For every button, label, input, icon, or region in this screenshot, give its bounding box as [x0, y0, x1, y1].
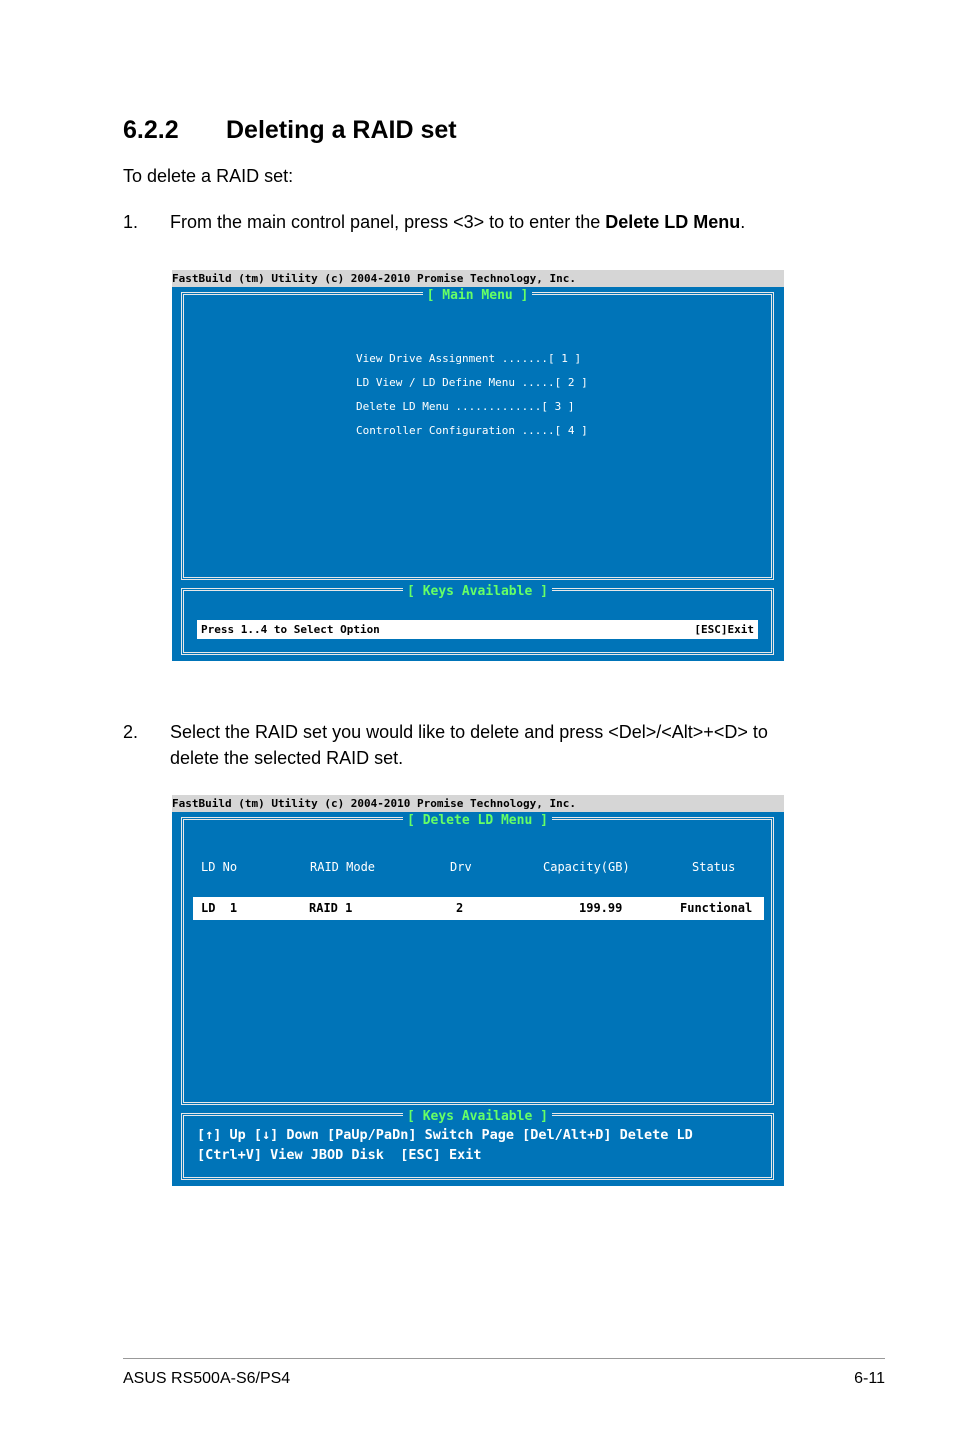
section-title: Deleting a RAID set [226, 116, 457, 144]
menu-item-ld-view[interactable]: LD View / LD Define Menu .....[ 2 ] [356, 376, 588, 389]
row-raid-mode: RAID 1 [309, 901, 353, 915]
main-menu-title: [ Main Menu ] [423, 288, 533, 303]
keys-panel [181, 1109, 774, 1180]
footer-product: ASUS RS500A-S6/PS4 [123, 1370, 291, 1387]
keys-line-2: [Ctrl+V] View JBOD Disk [ESC] Exit [197, 1147, 482, 1163]
col-status: Status [692, 860, 736, 874]
step-1-text [170, 209, 850, 235]
menu-item-controller-config[interactable]: Controller Configuration .....[ 4 ] [356, 424, 588, 437]
delete-ld-title: [ Delete LD Menu ] [403, 813, 552, 828]
row-drv: 2 [456, 901, 464, 915]
row-status: Functional [680, 901, 753, 915]
footer-rule [123, 1358, 885, 1359]
esc-exit-key[interactable]: [ESC]Exit [694, 623, 754, 636]
menu-item-view-drive-assignment[interactable]: View Drive Assignment .......[ 1 ] [356, 352, 582, 365]
step-2-text [170, 719, 850, 771]
step-1-text-bold: Delete LD Menu [605, 212, 741, 232]
selected-ld-row[interactable] [193, 897, 764, 920]
keys-panel [181, 584, 774, 655]
step-2-number: 2. [123, 722, 139, 742]
step-1-text-post: . [740, 212, 746, 232]
footer-page-number: 6-11 [854, 1370, 885, 1387]
bios-screen-delete-ld [172, 795, 784, 1186]
delete-ld-panel [181, 813, 774, 1105]
keys-title: [ Keys Available ] [403, 1109, 552, 1124]
intro-text: To delete a RAID set: [123, 166, 294, 186]
step-2-line1: Select the RAID set you would like to delete and press <Del>/<Alt>+<D> to [170, 722, 768, 742]
bios-header: FastBuild (tm) Utility (c) 2004-2010 Promise Technology, Inc. [172, 795, 784, 812]
menu-item-delete-ld[interactable]: Delete LD Menu .............[ 3 ] [356, 400, 575, 413]
status-bar [197, 620, 758, 639]
col-capacity: Capacity(GB) [543, 860, 630, 874]
keys-line-1: [↑] Up [↓] Down [PaUp/PaDn] Switch Page [Del/Alt+D] Delete LD [197, 1127, 693, 1143]
col-ld-no: LD No [201, 860, 238, 874]
bios-screen-main-menu [172, 270, 784, 661]
step-1-number: 1. [123, 212, 139, 232]
keys-title: [ Keys Available ] [403, 584, 552, 599]
step-2-line2: delete the selected RAID set. [170, 748, 404, 768]
row-capacity: 199.99 [579, 901, 623, 915]
main-menu-panel [181, 288, 774, 580]
col-raid-mode: RAID Mode [310, 860, 376, 874]
section-number: 6.2.2 [123, 116, 179, 144]
col-drv: Drv [450, 860, 472, 874]
keys-hint: Press 1..4 to Select Option [201, 623, 380, 636]
bios-header: FastBuild (tm) Utility (c) 2004-2010 Promise Technology, Inc. [172, 270, 784, 287]
step-1-text-pre: From the main control panel, press <3> to to enter the [170, 212, 606, 232]
row-ld-no: LD 1 [201, 901, 238, 915]
